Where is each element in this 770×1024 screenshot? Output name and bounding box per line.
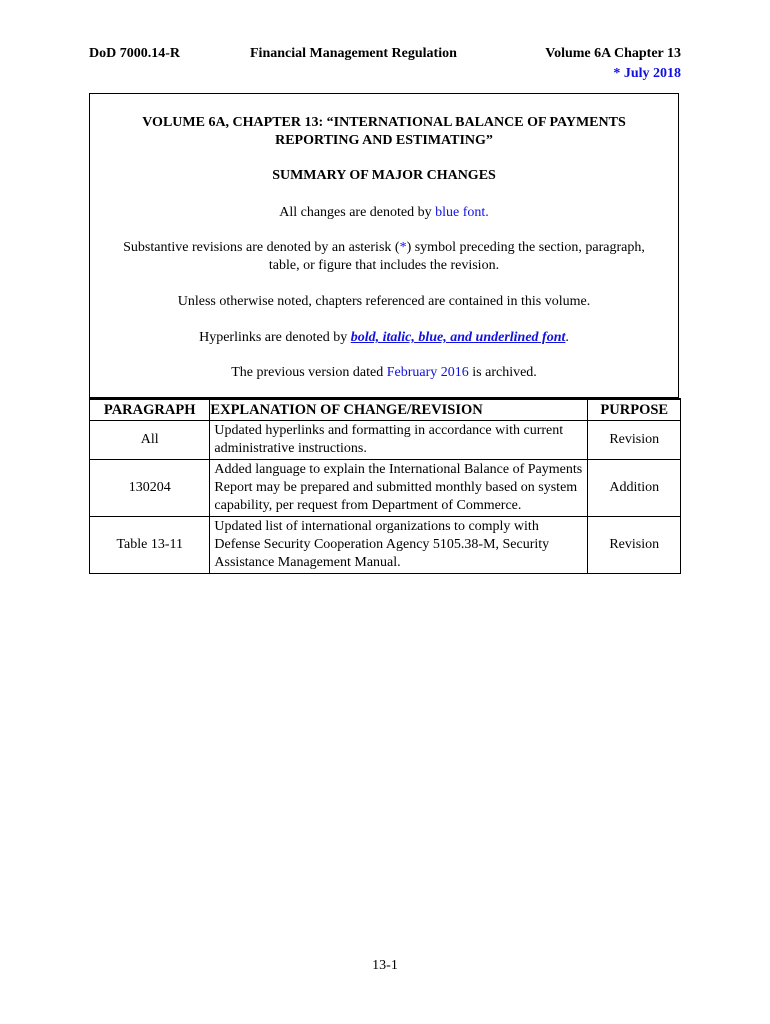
table-header-row bbox=[90, 399, 681, 421]
cell-paragraph: Table 13-11 bbox=[90, 517, 210, 574]
table-row bbox=[90, 421, 681, 460]
header-regulation-title: Financial Management Regulation bbox=[250, 46, 457, 61]
note-text: ) symbol preceding the section, paragraph, table, or figure that includes the revision. bbox=[268, 240, 645, 273]
cell-purpose: Revision bbox=[588, 421, 681, 460]
asterisk-symbol: * bbox=[399, 240, 407, 255]
note-text: All changes are denoted by bbox=[279, 205, 436, 220]
note-text: Hyperlinks are denoted by bbox=[199, 330, 351, 345]
header-volume-chapter: Volume 6A Chapter 13 bbox=[545, 46, 681, 61]
cell-explanation: Updated hyperlinks and formatting in accordance with current administrative instructions. bbox=[210, 421, 588, 460]
summary-note-previous-version bbox=[90, 364, 678, 382]
col-header-purpose: PURPOSE bbox=[588, 399, 681, 421]
cell-explanation: Updated list of international organizations to comply with Defense Security Cooperation Agency 5105.38-M, Security Assistance Management Manual. bbox=[210, 517, 588, 574]
cell-purpose: Addition bbox=[588, 460, 681, 517]
summary-note-asterisk bbox=[90, 239, 678, 275]
col-header-explanation: EXPLANATION OF CHANGE/REVISION bbox=[210, 399, 588, 421]
hyperlink-style-sample[interactable]: bold, italic, blue, and underlined font bbox=[350, 330, 566, 345]
header-publication-id: DoD 7000.14-R bbox=[89, 46, 180, 61]
cell-explanation: Added language to explain the International Balance of Payments Report may be prepared and submitted monthly based on system capability, per request from Department of Commerce. bbox=[210, 460, 588, 517]
changes-table bbox=[89, 398, 681, 574]
summary-note-hyperlinks bbox=[90, 329, 678, 347]
blue-font-sample: blue font. bbox=[435, 205, 489, 220]
page-number: 13-1 bbox=[372, 958, 398, 973]
note-text: is archived. bbox=[468, 365, 537, 380]
note-text: Substantive revisions are denoted by an asterisk ( bbox=[123, 240, 400, 255]
summary-subtitle: SUMMARY OF MAJOR CHANGES bbox=[272, 168, 496, 183]
col-header-paragraph: PARAGRAPH bbox=[90, 399, 210, 421]
previous-version-date: February 2016 bbox=[386, 365, 469, 380]
header-date: * July 2018 bbox=[613, 66, 681, 81]
summary-note-chapters: Unless otherwise noted, chapters referenced are contained in this volume. bbox=[177, 294, 591, 309]
cell-paragraph: All bbox=[90, 421, 210, 460]
table-row bbox=[90, 460, 681, 517]
note-text: . bbox=[565, 330, 569, 345]
summary-note-blue-font bbox=[90, 204, 678, 222]
summary-title: VOLUME 6A, CHAPTER 13: “INTERNATIONAL BALANCE OF PAYMENTS REPORTING AND ESTIMATING” bbox=[142, 115, 626, 148]
summary-box bbox=[89, 93, 679, 398]
table-row bbox=[90, 517, 681, 574]
cell-paragraph: 130204 bbox=[90, 460, 210, 517]
note-text: The previous version dated bbox=[231, 365, 387, 380]
cell-purpose: Revision bbox=[588, 517, 681, 574]
